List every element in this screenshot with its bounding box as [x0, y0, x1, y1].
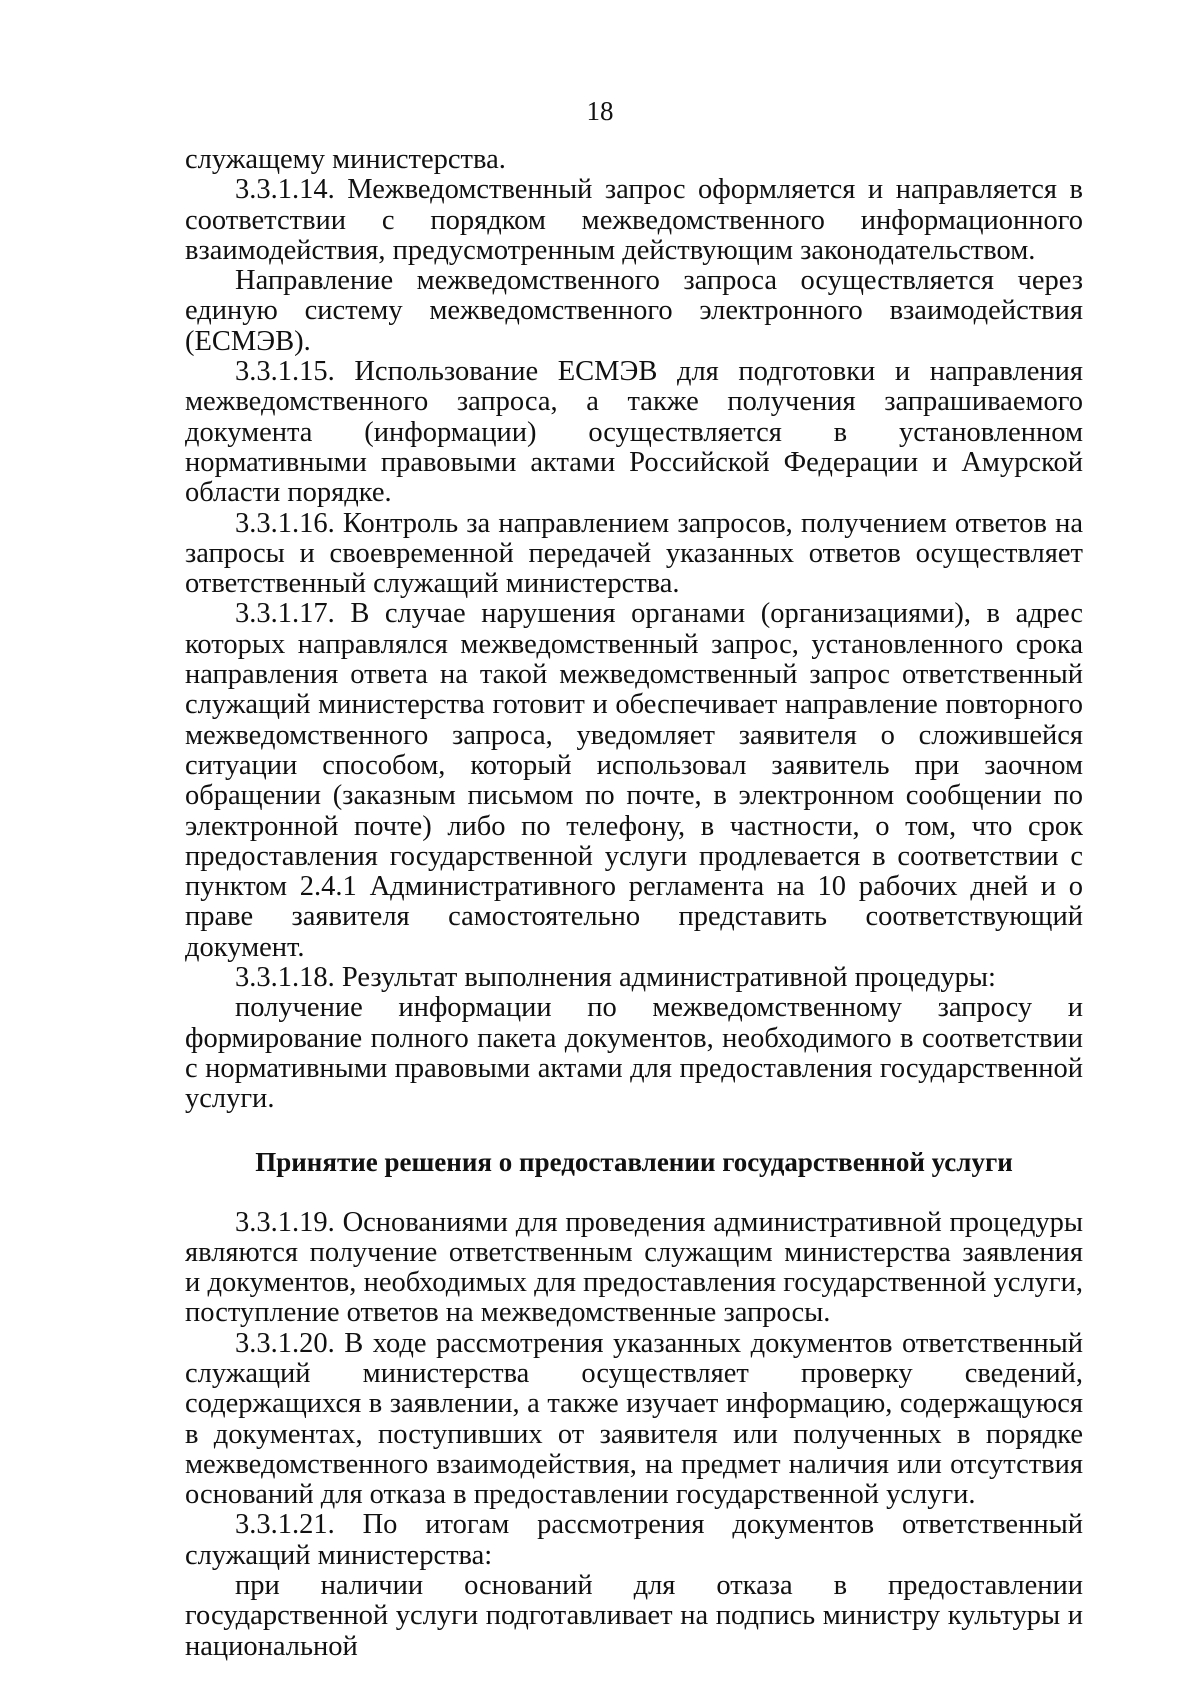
paragraph-3-3-1-17: 3.3.1.17. В случае нарушения органами (организациями), в адрес которых направлялся межведомственный запрос, установленного срока направления ответа на такой межведомственный запрос ответственный служащий министерства готовит и обеспечивает направление повторного межведомственного запроса, уведомляет заявителя о сложившейся ситуации способом, который использовал заявитель при заочном обращении (заказным письмом по почте, в электронном сообщении по электронной почте) либо по телефону, в частности, о том, что срок предоставления государственной услуги продлевается в соответствии с пунктом 2.4.1 Административного регламента на 10 рабочих дней и о праве заявителя самостоятельно представить соответствующий документ.: [185, 598, 1083, 963]
section-heading: Принятие решения о предоставлении государственной услуги: [255, 1146, 1013, 1177]
paragraph-3-3-1-21: 3.3.1.21. По итогам рассмотрения документов ответственный служащий министерства:: [185, 1509, 1083, 1571]
document-body: [185, 145, 1083, 1662]
paragraph-3-3-1-15: 3.3.1.15. Использование ЕСМЭВ для подготовки и направления межведомственного запроса, а также получения запрашиваемого документа (информации) осуществляется в установленном нормативными правовыми актами Российской Федерации и Амурской области порядке.: [185, 356, 1083, 509]
paragraph-esmev-direction: Направление межведомственного запроса осуществляется через единую систему межведомственного электронного взаимодействия (ЕСМЭВ).: [185, 265, 1083, 357]
paragraph-3-3-1-19: 3.3.1.19. Основаниями для проведения административной процедуры являются получение ответственным служащим министерства заявления и документов, необходимых для предоставления государственной услуги, поступление ответов на межведомственные запросы.: [185, 1206, 1083, 1329]
paragraph-3-3-1-16: 3.3.1.16. Контроль за направлением запросов, получением ответов на запросы и своевременной передачей указанных ответов осуществляет ответственный служащий министерства.: [185, 507, 1083, 600]
paragraph-continuation: служащему министерства.: [185, 144, 506, 175]
paragraph-refusal-grounds: при наличии оснований для отказа в предоставлении государственной услуги подготавливает на подпись министру культуры и национальной: [185, 1570, 1083, 1662]
paragraph-3-3-1-14: 3.3.1.14. Межведомственный запрос оформляется и направляется в соответствии с порядком межведомственного информационного взаимодействия, предусмотренным действующим законодательством.: [185, 174, 1083, 266]
page-number: 18: [586, 96, 614, 126]
paragraph-3-3-1-18: 3.3.1.18. Результат выполнения административной процедуры:: [235, 962, 996, 994]
paragraph-result-description: получение информации по межведомственному запросу и формирование полного пакета документов, необходимого в соответствии с нормативными правовыми актами для предоставления государственной услуги.: [185, 992, 1083, 1115]
paragraph-3-3-1-20: 3.3.1.20. В ходе рассмотрения указанных документов ответственный служащий министерства осуществляет проверку сведений, содержащихся в заявлении, а также изучает информацию, содержащуюся в документах, поступивших от заявителя или полученных в порядке межведомственного взаимодействия, на предмет наличия или отсутствия оснований для отказа в предоставлении государственной услуги.: [185, 1327, 1083, 1511]
